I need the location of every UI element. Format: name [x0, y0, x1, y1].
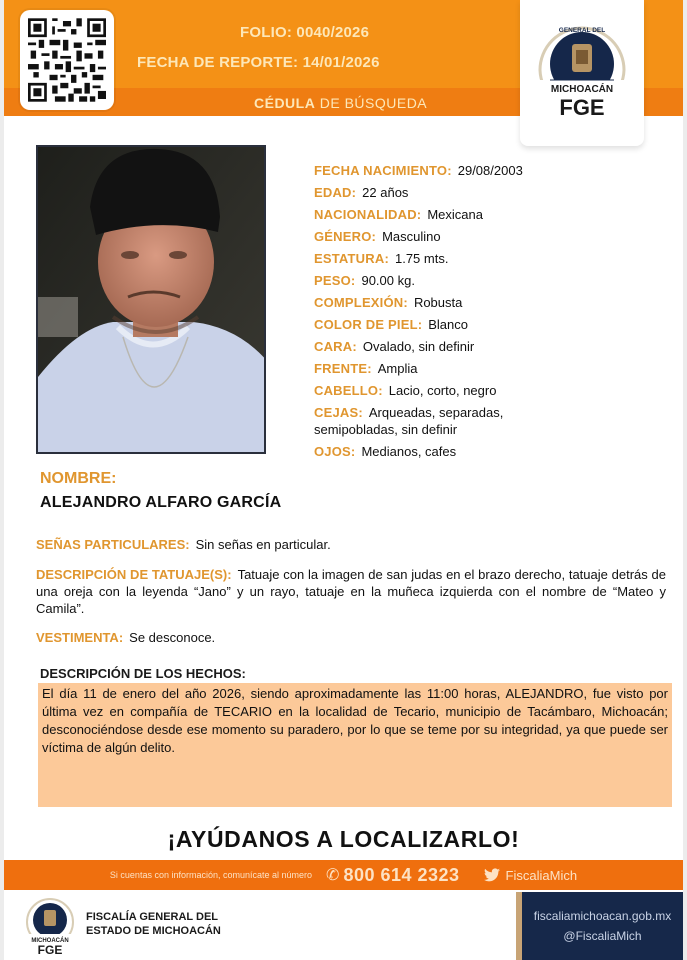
phone-number[interactable]: 800 614 2323: [343, 864, 460, 885]
call-to-action: ¡AYÚDANOS A LOCALIZARLO!: [167, 826, 520, 852]
clothing: [36, 629, 666, 646]
contact-bar: [4, 860, 683, 890]
svg-text:GENERAL DEL: GENERAL DEL: [558, 27, 606, 34]
name-label: NOMBRE:: [40, 470, 117, 487]
attr-forehead: [314, 358, 674, 380]
attr-label: NACIONALIDAD:: [314, 207, 422, 222]
qr-code[interactable]: [20, 10, 114, 110]
report-date-label: FECHA DE REPORTE:: [137, 54, 299, 71]
attr-value: 22 años: [362, 185, 409, 200]
attr-weight: [314, 270, 674, 292]
facts-description: El día 11 de enero del año 2026, siendo aproximadamente las 11:00 horas, ALEJANDRO, fue visto por última vez en compañía de TECARIO en la localidad de Tecario, municipio de Tacámbaro, Michoacán; desconociéndose desde ese momento su paradero, por lo que se teme por su integridad, ya que puede ser víctima de algún delito.: [38, 683, 672, 807]
website-link[interactable]: fiscaliamichoacan.gob.mx: [533, 909, 672, 923]
org-line-1: FISCALÍA GENERAL DEL: [86, 911, 219, 923]
clothing-value: Se desconoce.: [129, 630, 216, 645]
attr-label: GÉNERO:: [314, 229, 377, 244]
fge-seal-icon: [534, 18, 630, 128]
attr-value: Ovalado, sin definir: [362, 339, 475, 354]
attr-gender: [314, 226, 674, 248]
attr-value: Mexicana: [427, 207, 483, 222]
search-notice-page: [4, 0, 683, 960]
attr-value: 90.00 kg.: [361, 273, 415, 288]
footer-links: [516, 892, 683, 960]
attr-birthdate: [314, 160, 674, 182]
document-title-bold: CÉDULA: [254, 95, 316, 111]
tattoo-value: Tatuaje con la imagen de san judas en el brazo derecho, tatuaje detrás de una oreja con la leyenda “Jano” y un rayo, tatuaje en la muñeca izquierda con el nombre de “Mateo y Camila”.: [36, 567, 666, 616]
attr-value: Medianos, cafes: [361, 444, 457, 459]
attr-label: ESTATURA:: [314, 251, 389, 266]
attr-value: Lacio, corto, negro: [388, 383, 497, 398]
attr-label: EDAD:: [314, 185, 357, 200]
person-photo: [36, 145, 266, 454]
attr-eyebrows: [314, 402, 504, 441]
attr-height: [314, 248, 674, 270]
attr-face: [314, 336, 674, 358]
attr-age: [314, 182, 674, 204]
attr-hair: [314, 380, 674, 402]
qr-code-icon: [28, 18, 106, 102]
org-line-2: ESTADO DE MICHOACÁN: [86, 925, 221, 937]
report-date-value: 14/01/2026: [302, 54, 380, 71]
attr-nationality: [314, 204, 674, 226]
social-handle[interactable]: @FiscaliaMich: [563, 929, 642, 943]
attr-build: [314, 292, 674, 314]
marks-label: SEÑAS PARTICULARES:: [36, 537, 190, 552]
facts-label: DESCRIPCIÓN DE LOS HECHOS:: [40, 666, 246, 681]
person-photo-image: [38, 147, 266, 454]
attr-label: CARA:: [314, 339, 357, 354]
attr-label: PESO:: [314, 273, 356, 288]
folio-label: FOLIO:: [240, 24, 293, 41]
attr-value: Masculino: [382, 229, 441, 244]
attr-value: Robusta: [413, 295, 463, 310]
physical-attributes: [314, 160, 674, 463]
footer-organization: [86, 910, 221, 938]
phone-icon: ✆: [326, 867, 340, 884]
folio-value: 0040/2026: [296, 24, 370, 41]
contact-text: Si cuentas con información, comunícate al número: [109, 870, 313, 880]
svg-text:MICHOACÁN: MICHOACÁN: [550, 84, 614, 95]
svg-text:FGE: FGE: [559, 95, 605, 120]
attr-label: FECHA NACIMIENTO:: [314, 163, 452, 178]
twitter-handle[interactable]: FiscaliaMich: [505, 867, 578, 883]
document-title: [254, 95, 427, 111]
attr-skin-color: [314, 314, 674, 336]
distinguishing-marks: [36, 536, 666, 553]
fge-logo-card: [520, 0, 644, 146]
attr-label: COMPLEXIÓN:: [314, 295, 408, 310]
fge-footer-seal-icon: [22, 898, 78, 956]
tattoo-label: DESCRIPCIÓN DE TATUAJE(S):: [36, 567, 232, 582]
tattoo-description: [36, 566, 666, 617]
attr-label: CABELLO:: [314, 383, 383, 398]
svg-text:FGE: FGE: [37, 943, 63, 956]
attr-value: Amplia: [377, 361, 418, 376]
attr-label: CEJAS:: [314, 405, 363, 420]
attr-value: 29/08/2003: [457, 163, 523, 178]
folio: [240, 24, 369, 41]
clothing-label: VESTIMENTA:: [36, 630, 124, 645]
attr-label: OJOS:: [314, 444, 356, 459]
attr-eyes: [314, 441, 674, 463]
report-date: [137, 54, 380, 71]
marks-value: Sin señas en particular.: [195, 537, 331, 552]
attr-value: Arqueadas, separadas, semipobladas, sin definir: [314, 405, 504, 437]
attr-label: FRENTE:: [314, 361, 372, 376]
attr-value: 1.75 mts.: [394, 251, 449, 266]
attr-value: Blanco: [428, 317, 468, 332]
attr-label: COLOR DE PIEL:: [314, 317, 423, 332]
document-title-rest: DE BÚSQUEDA: [315, 95, 428, 111]
person-name: ALEJANDRO ALFARO GARCÍA: [40, 494, 282, 511]
svg-text:MICHOACÁN: MICHOACÁN: [31, 938, 69, 944]
twitter-icon: [484, 868, 500, 882]
